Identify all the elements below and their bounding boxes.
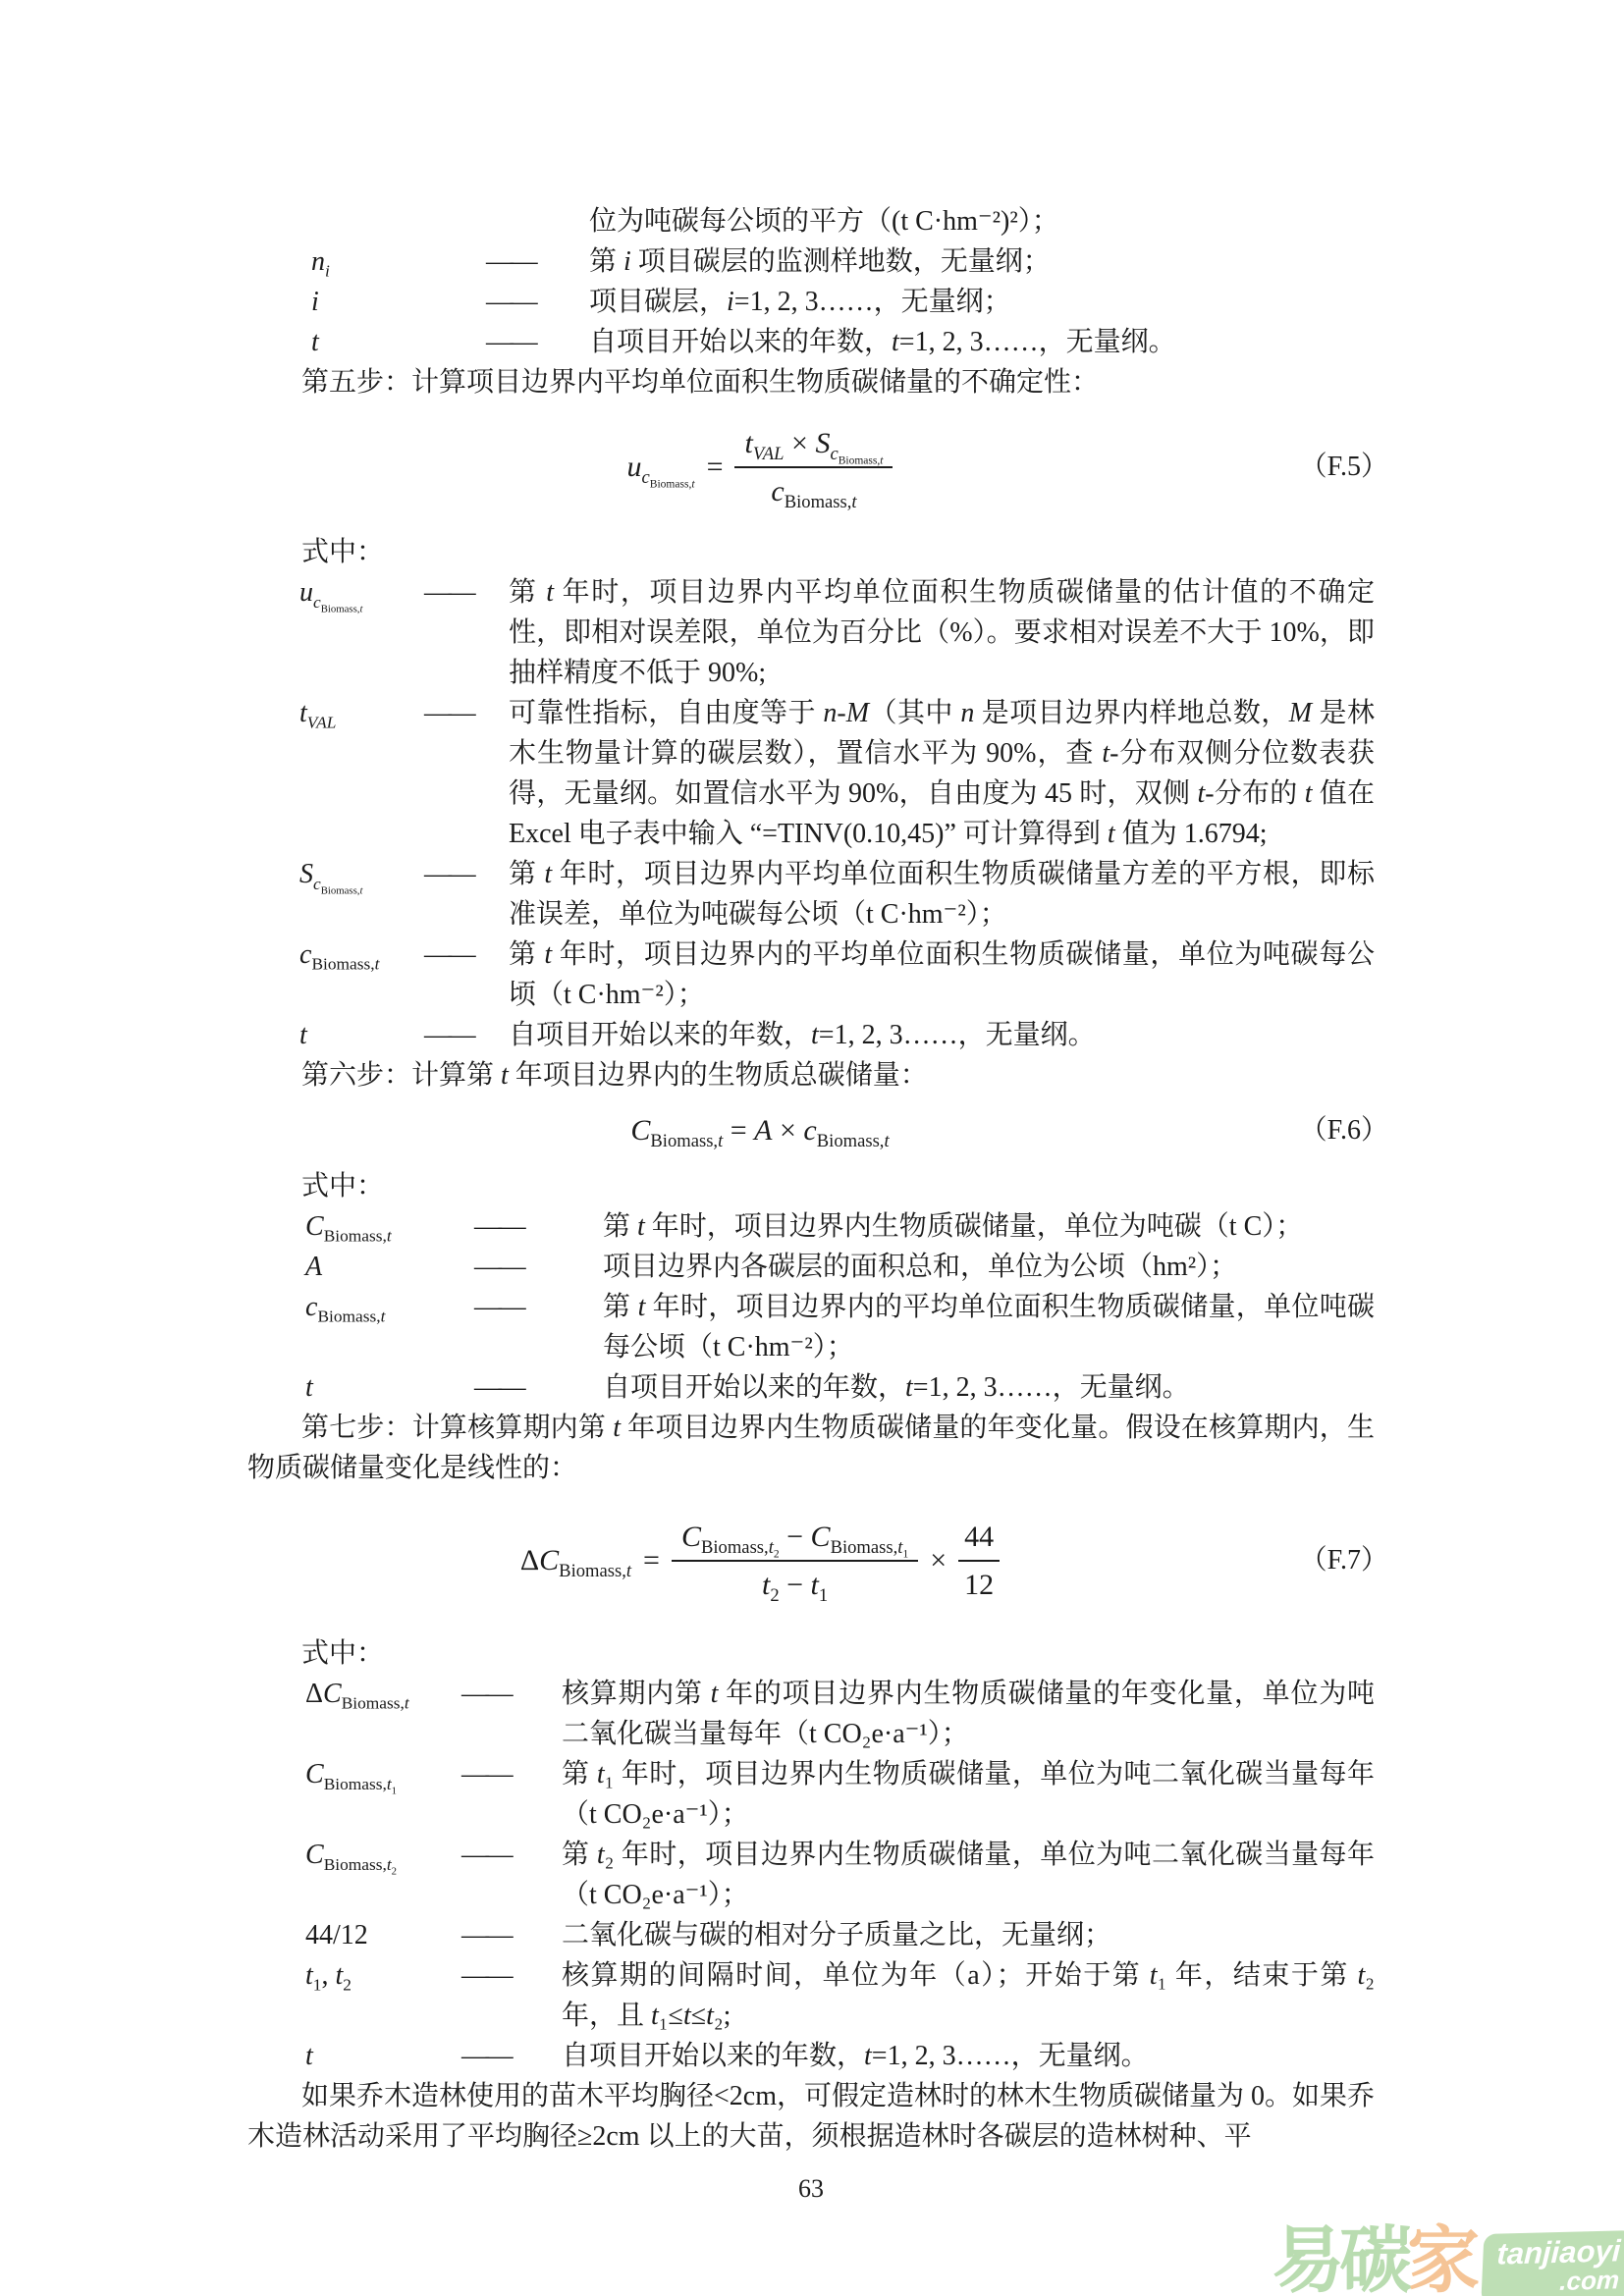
watermark-domain-name: tanjiaoyi <box>1496 2233 1622 2271</box>
definition-text: 核算期的间隔时间，单位为年（a）；开始于第 t₁ 年，结束于第 t₂ 年，且 t₁≤t≤t₂; <box>562 1960 1375 2031</box>
definition-row <box>247 1287 1375 1367</box>
definition-row <box>247 934 1375 1015</box>
fraction-denominator: $t_2 - t_1$ <box>761 1569 829 1606</box>
definition-symbol: t <box>305 2041 313 2071</box>
definition-text: 第 t 年时，项目边界内平均单位面积生物质碳储量方差的平方根，即标准误差，单位为吨碳每公顷（t C·hm⁻²）； <box>509 859 1375 930</box>
equation-number: （F.7） <box>1299 1545 1388 1575</box>
definition-symbol: $t_{VAL}$ <box>299 698 337 732</box>
definition-list-f5 <box>247 572 1375 1055</box>
definition-row <box>247 693 1375 854</box>
equation-number: （F.5） <box>1299 452 1388 482</box>
step6-heading: 第六步：计算第 t 年项目边界内的生物质总碳储量： <box>301 1060 928 1091</box>
where-label: 式中： <box>301 537 385 567</box>
definition-symbol: $u_{c_{Biomass,t}}$ <box>299 577 363 615</box>
definition-symbol: $C_{Biomass,t_2}$ <box>305 1840 398 1878</box>
formula-f6-expression: $C_{Biomass,t} = A \times c_{Biomass,t}$ <box>630 1114 890 1152</box>
definition-symbol: $S_{c_{Biomass,t}}$ <box>299 859 363 897</box>
fraction-numerator: $C_{Biomass,t_2} - C_{Biomass,t_1}$ <box>672 1519 918 1563</box>
definition-dash: —— <box>486 246 535 277</box>
definition-row <box>247 1015 1375 1055</box>
definition-row <box>247 854 1375 934</box>
times-sign: × <box>930 1544 947 1577</box>
definition-symbol: t <box>311 327 319 357</box>
formula-f5 <box>247 402 1388 532</box>
definition-text: 项目边界内各碳层的面积总和，单位为公顷（hm²）； <box>603 1252 1238 1282</box>
definition-dash: —— <box>474 1211 523 1242</box>
definition-row <box>247 1367 1375 1408</box>
equation-number: （F.6） <box>1299 1115 1388 1146</box>
formula-f7 <box>247 1488 1388 1633</box>
definition-dash: —— <box>461 1960 511 1991</box>
formula-f7-lhs: $\Delta C_{Biomass,t}$ <box>519 1544 632 1582</box>
definition-dash: —— <box>474 1292 523 1322</box>
fraction-denominator: 12 <box>964 1568 995 1601</box>
fraction <box>672 1519 918 1604</box>
definition-dash: —— <box>424 859 473 889</box>
definition-dash: —— <box>424 939 473 970</box>
step5-heading: 第五步：计算项目边界内平均单位面积生物质碳储量的不确定性： <box>301 367 1100 398</box>
definition-text: 可靠性指标，自由度等于 n-M（其中 n 是项目边界内样地总数，M 是林木生物量计算的碳层数），置信水平为 90%，查 t-分布双侧分位数表获得，无量纲。如置信水平为 90%，自由度为 45 时，双侧 t-分布的 t 值在 Excel 电子表中输入 “=TINV(0.10,45)” 可计算得到 t 值为 1.6794; <box>509 698 1376 849</box>
definition-list-f7 <box>247 1674 1375 2076</box>
page-number: 63 <box>798 2174 824 2203</box>
definition-text: 第 t₁ 年时，项目边界内生物质碳储量，单位为吨二氧化碳当量每年（t CO₂e·a⁻¹）； <box>562 1759 1375 1830</box>
definition-symbol: $\Delta C_{Biomass,t}$ <box>305 1679 409 1713</box>
definition-text: 第 t 年时，项目边界内生物质碳储量，单位为吨碳（t C）； <box>603 1211 1304 1242</box>
definition-dash: —— <box>461 1679 511 1709</box>
definition-text: 第 t 年时，项目边界内的平均单位面积生物质碳储量，单位为吨碳每公顷（t C·hm⁻²）； <box>509 939 1375 1010</box>
definition-symbol: $C_{Biomass,t_1}$ <box>305 1759 398 1797</box>
definition-row <box>247 241 1375 282</box>
definition-symbol: $t_1$, $t_2$ <box>305 1960 352 1995</box>
definition-continuation-line: 位为吨碳每公顷的平方（(t C·hm⁻²)²）； <box>589 206 1059 237</box>
definition-row <box>247 282 1375 322</box>
definition-row <box>247 1247 1375 1287</box>
definition-text: 第 t 年时，项目边界内的平均单位面积生物质碳储量，单位吨碳每公顷（t C·hm⁻²）； <box>603 1292 1375 1362</box>
where-label: 式中： <box>301 1638 385 1669</box>
watermark-brand-green: 易碳 <box>1272 2218 1408 2296</box>
closing-paragraph: 如果乔木造林使用的苗木平均胸径<2cm，可假定造林时的林木生物质碳储量为 0。如果乔木造林活动采用了平均胸径≥2cm 以上的大苗，须根据造林时各碳层的造林树种、平 <box>247 2081 1376 2152</box>
definition-symbol: A <box>305 1252 323 1282</box>
watermark-logo <box>1272 2218 1624 2296</box>
step7-paragraph: 第七步：计算核算期内第 t 年项目边界内生物质碳储量的年变化量。假设在核算期内，生物质碳储量变化是线性的： <box>247 1413 1375 1483</box>
definition-dash: —— <box>486 327 535 357</box>
definition-row <box>247 1754 1375 1835</box>
definition-dash: —— <box>461 1840 511 1870</box>
equals-sign: = <box>643 1544 660 1577</box>
where-label: 式中： <box>301 1171 385 1201</box>
formula-f6 <box>247 1095 1388 1166</box>
definition-list-f6 <box>247 1206 1375 1408</box>
definition-symbol: $c_{Biomass,t}$ <box>299 939 380 974</box>
definition-text: 第 t 年时，项目边界内平均单位面积生物质碳储量的估计值的不确定性，即相对误差限，单位为百分比（%）。要求相对误差不大于 10%，即抽样精度不低于 90%; <box>509 577 1375 688</box>
fraction <box>734 425 893 510</box>
definition-row <box>247 1915 1375 1955</box>
watermark-brand-orange: 家 <box>1407 2218 1476 2296</box>
formula-f5-lhs: $u_{c_{Biomass,t}}$ <box>626 451 695 491</box>
definition-row <box>247 1835 1375 1915</box>
definition-dash: —— <box>424 698 473 728</box>
definition-row <box>247 322 1375 362</box>
definition-symbol: $C_{Biomass,t}$ <box>305 1211 392 1246</box>
fraction-numerator: 44 <box>958 1519 1000 1562</box>
definition-dash: —— <box>486 287 535 317</box>
definition-row <box>247 1674 1375 1754</box>
definition-dash: —— <box>474 1252 523 1282</box>
watermark-domain-badge <box>1482 2230 1624 2296</box>
definition-text: 项目碳层，i=1, 2, 3……，无量纲； <box>589 287 1011 317</box>
fraction <box>958 1519 1000 1603</box>
definition-dash: —— <box>461 1920 511 1950</box>
definition-text: 自项目开始以来的年数，t=1, 2, 3……，无量纲。 <box>562 2041 1149 2071</box>
definition-text: 自项目开始以来的年数，t=1, 2, 3……，无量纲。 <box>509 1020 1096 1050</box>
formula-f6-body <box>630 1112 890 1152</box>
definition-symbol: $n_i$ <box>311 246 330 281</box>
definition-dash: —— <box>461 2041 511 2071</box>
definition-text: 第 t₂ 年时，项目边界内生物质碳储量，单位为吨二氧化碳当量每年（t CO₂e·a⁻¹）； <box>562 1840 1375 1910</box>
definition-symbol: i <box>311 287 319 317</box>
definition-symbol: 44/12 <box>305 1920 368 1950</box>
definition-row <box>247 2036 1375 2076</box>
definition-list-intro <box>247 201 1375 362</box>
definition-dash: —— <box>474 1372 523 1403</box>
watermark-brand-text <box>1272 2218 1476 2296</box>
definition-dash: —— <box>461 1759 511 1789</box>
equals-sign: = <box>706 451 724 484</box>
definition-dash: —— <box>424 1020 473 1050</box>
definition-row <box>247 1955 1375 2036</box>
watermark-domain-tld: .com <box>1559 2265 1621 2296</box>
definition-dash: —— <box>424 577 473 608</box>
definition-symbol: t <box>305 1372 313 1403</box>
definition-text: 二氧化碳与碳的相对分子质量之比，无量纲； <box>562 1920 1112 1950</box>
definition-text: 自项目开始以来的年数，t=1, 2, 3……，无量纲。 <box>603 1372 1190 1403</box>
definition-symbol: $c_{Biomass,t}$ <box>305 1292 386 1326</box>
formula-f5-body <box>627 425 893 510</box>
definition-text: 核算期内第 t 年的项目边界内生物质碳储量的年变化量，单位为吨二氧化碳当量每年（t CO₂e·a⁻¹）； <box>562 1679 1375 1749</box>
fraction-numerator: $t_{VAL} \times S_{c_{Biomass,t}}$ <box>734 425 893 469</box>
definition-text: 自项目开始以来的年数，t=1, 2, 3……，无量纲。 <box>589 327 1176 357</box>
formula-f7-body <box>520 1519 1000 1604</box>
definition-text: 第 i 项目碳层的监测样地数，无量纲； <box>589 246 1051 277</box>
definition-symbol: t <box>299 1020 307 1050</box>
definition-row <box>247 572 1375 693</box>
definition-row <box>247 1206 1375 1247</box>
fraction-denominator: $c_{Biomass,t}$ <box>771 475 857 512</box>
